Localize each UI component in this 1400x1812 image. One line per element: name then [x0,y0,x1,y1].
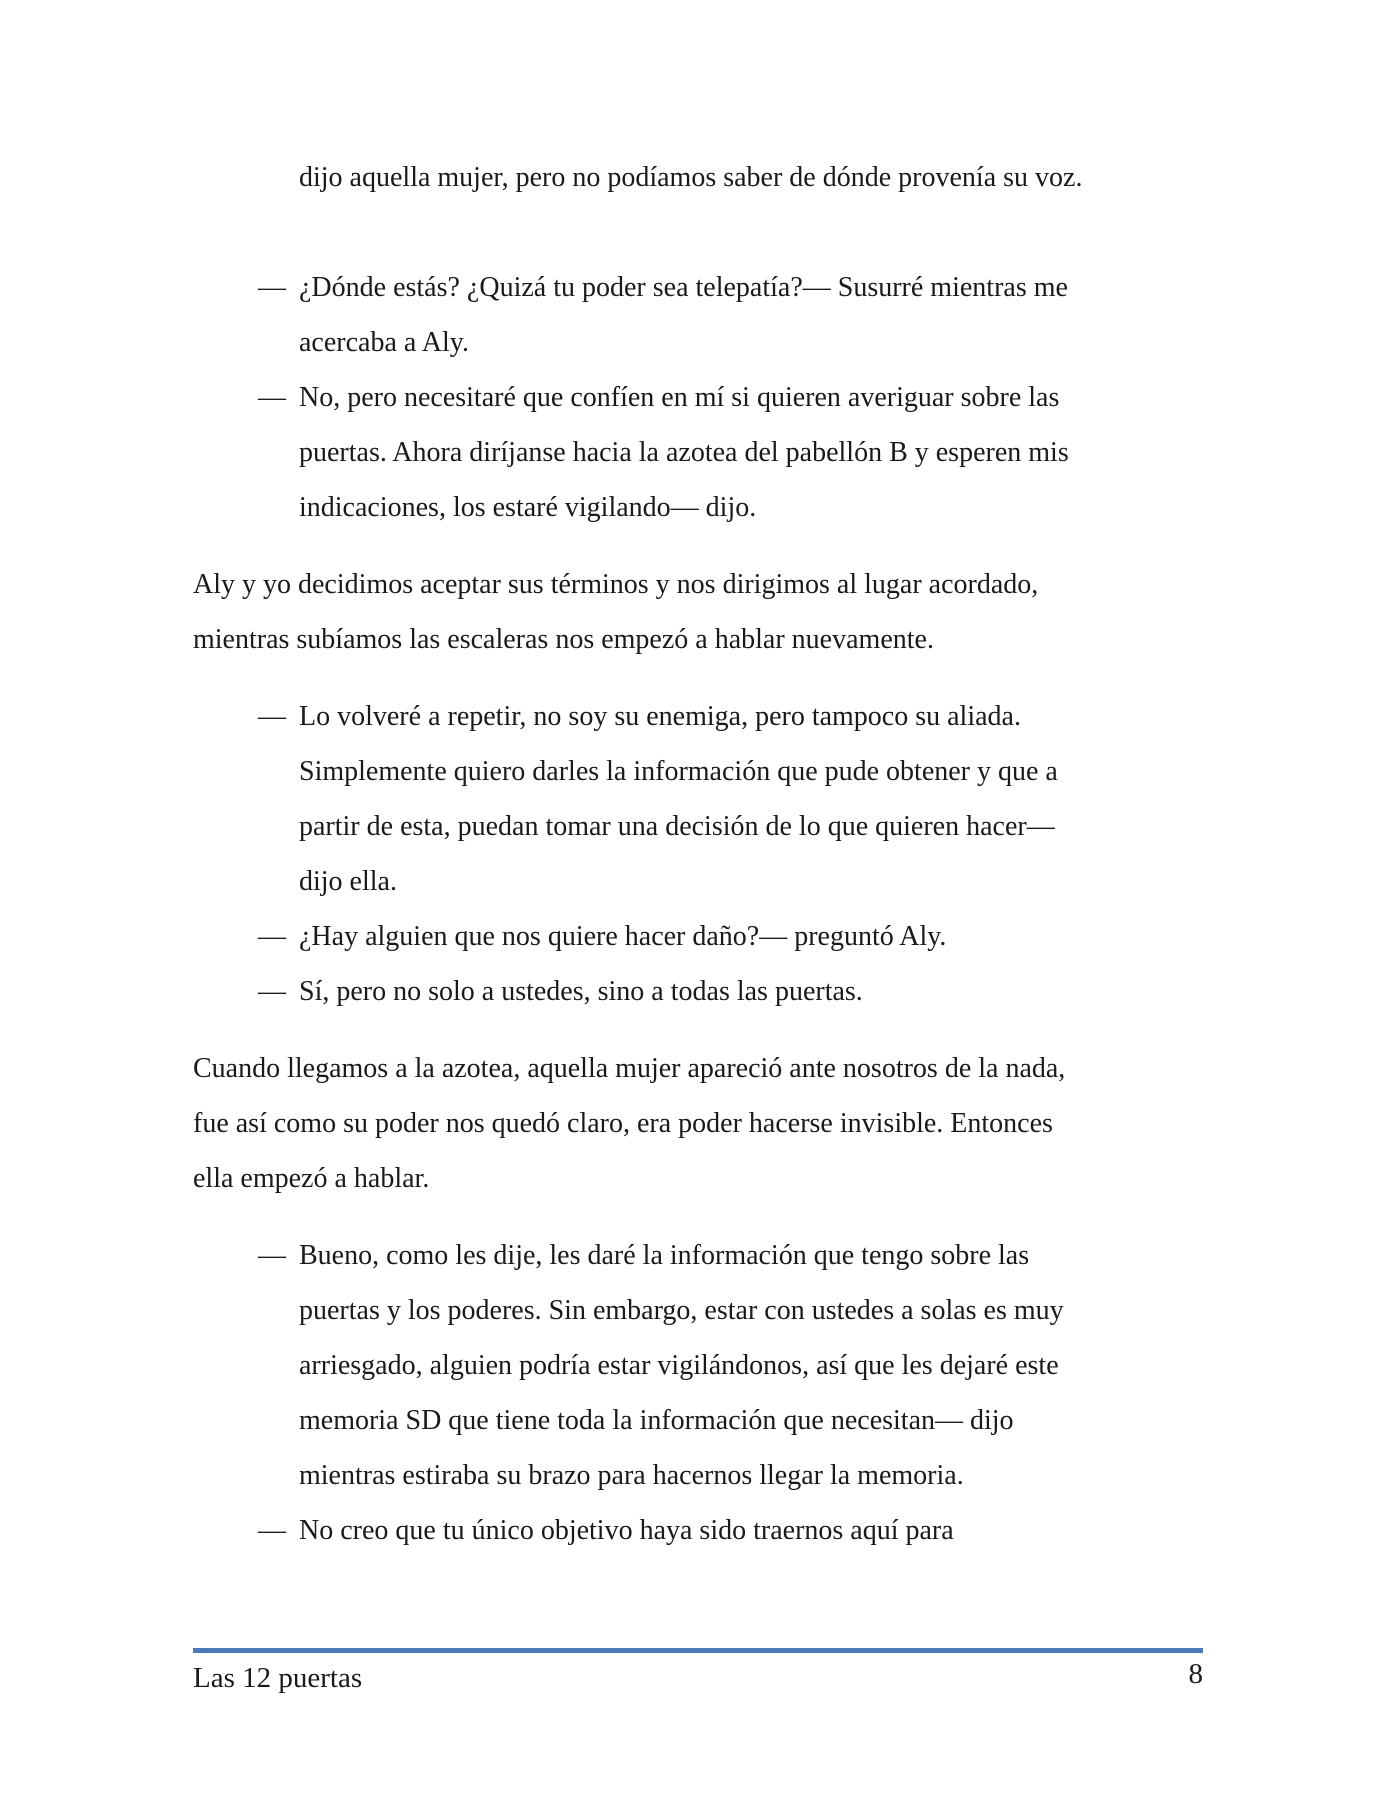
narration-paragraph-1 [193,557,1203,667]
footer-rule [193,1648,1203,1653]
em-dash: — [258,921,286,952]
dialogue-line: — ¿Dónde estás? ¿Quizá tu poder sea telepatía?— Susurré mientras me [193,260,1203,315]
dialogue-line: — No, pero necesitaré que confíen en mí si quieren averiguar sobre las [193,370,1203,425]
dialogue-line: puertas y los poderes. Sin embargo, estar con ustedes a solas es muy [299,1295,1064,1326]
dialogue-line: Simplemente quiero darles la información que pude obtener y que a [299,756,1058,787]
em-dash: — [258,272,286,303]
em-dash: — [258,1515,286,1546]
dialogue-line: mientras estiraba su brazo para hacernos llegar la memoria. [299,1460,964,1491]
narration-line: Aly y yo decidimos aceptar sus términos y nos dirigimos al lugar acordado, [193,569,1039,600]
em-dash: — [258,976,286,1007]
dialogue-line: partir de esta, puedan tomar una decisión de lo que quieren hacer— [299,811,1055,842]
dialogue-line: arriesgado, alguien podría estar vigilándonos, así que les dejaré este [299,1350,1059,1381]
dialogue-block-2 [193,689,1203,1019]
narration-line: mientras subíamos las escaleras nos empezó a hablar nuevamente. [193,624,934,655]
narration-line: fue así como su poder nos quedó claro, era poder hacerse invisible. Entonces [193,1108,1053,1139]
dialogue-line: dijo ella. [299,866,397,897]
narration-line: Cuando llegamos a la azotea, aquella mujer apareció ante nosotros de la nada, [193,1053,1066,1084]
dialogue-line: acercaba a Aly. [299,327,469,358]
dialogue-line: — No creo que tu único objetivo haya sido traernos aquí para [193,1503,1203,1558]
narration-paragraph-2 [193,1041,1203,1206]
footer-book-title: Las 12 puertas [193,1662,363,1694]
em-dash: — [258,701,286,732]
dialogue-line: — ¿Hay alguien que nos quiere hacer daño?— preguntó Aly. [193,909,1203,964]
footer-page-number: 8 [1188,1658,1203,1690]
page-body [193,150,1203,1558]
em-dash: — [258,382,286,413]
dialogue-line: — Sí, pero no solo a ustedes, sino a todas las puertas. [193,964,1203,1019]
dialogue-line: — Lo volveré a repetir, no soy su enemiga, pero tampoco su aliada. [193,689,1203,744]
continuation-line: dijo aquella mujer, pero no podíamos saber de dónde provenía su voz. [299,162,1083,193]
dialogue-line: — Bueno, como les dije, les daré la información que tengo sobre las [193,1228,1203,1283]
dialogue-line: indicaciones, los estaré vigilando— dijo. [299,492,757,523]
dialogue-line: puertas. Ahora diríjanse hacia la azotea del pabellón B y esperen mis [299,437,1069,468]
dialogue-block-1 [193,260,1203,535]
dialogue-line: memoria SD que tiene toda la información que necesitan— dijo [299,1405,1014,1436]
em-dash: — [258,1240,286,1271]
dialogue-block-3 [193,1228,1203,1558]
narration-line: ella empezó a hablar. [193,1163,430,1194]
